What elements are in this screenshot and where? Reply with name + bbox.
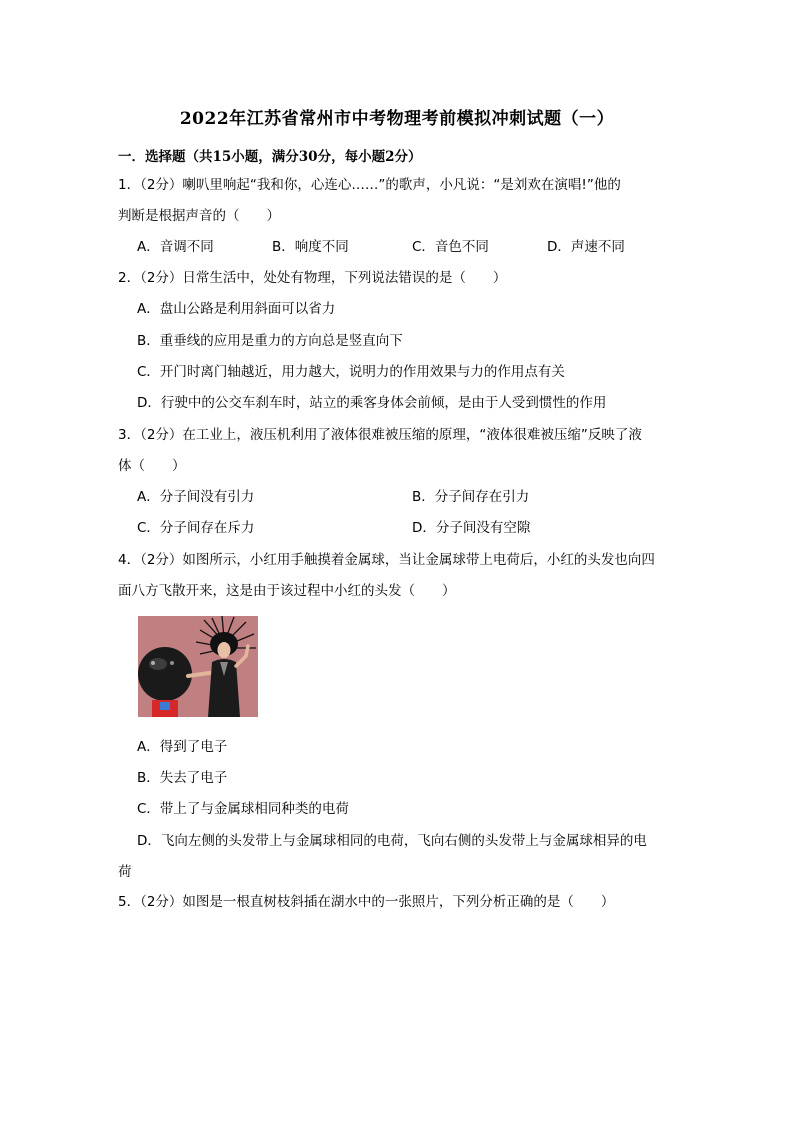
- q2-option-b: B．重垂线的应用是重力的方向总是竖直向下: [137, 333, 403, 349]
- q2-option-a: A．盘山公路是利用斜面可以省力: [137, 301, 336, 317]
- q2-option-c: C．开门时离门轴越近，用力越大，说明力的作用效果与力的作用点有关: [137, 364, 565, 380]
- q4-stem-line1: 4．（2分）如图所示，小红用手触摸着金属球，当让金属球带上电荷后，小红的头发也向四: [118, 552, 655, 568]
- q4-option-b: B．失去了电子: [137, 770, 228, 786]
- q4-option-d-line1: D．飞向左侧的头发带上与金属球相同的电荷，飞向右侧的头发带上与金属球相异的电: [137, 833, 647, 849]
- electrostatic-sphere-photo: [138, 616, 258, 717]
- q3-option-a: A．分子间没有引力: [137, 489, 255, 505]
- q1-stem-line2: 判断是根据声音的（ ）: [118, 208, 280, 224]
- q1-option-b: B．响度不同: [272, 239, 349, 255]
- q3-option-d: D．分子间没有空隙: [412, 520, 531, 536]
- q1-option-c: C．音色不同: [412, 239, 489, 255]
- exam-title: 2022年江苏省常州市中考物理考前模拟冲刺试题（一）: [179, 109, 615, 129]
- section-heading: 一．选择题（共15小题，满分30分，每小题2分）: [118, 149, 422, 165]
- q3-stem-line1: 3．（2分）在工业上，液压机利用了液体很难被压缩的原理，“液体很难被压缩”反映了液: [118, 427, 642, 443]
- q1-option-d: D．声速不同: [547, 239, 625, 255]
- q2-stem-line1: 2．（2分）日常生活中，处处有物理，下列说法错误的是（ ）: [118, 270, 507, 286]
- q1-option-a: A．音调不同: [137, 239, 214, 255]
- q1-stem-line1: 1．（2分）喇叭里响起“我和你，心连心……”的歌声，小凡说：“是刘欢在演唱!”他的: [118, 177, 621, 193]
- q3-stem-line2: 体（ ）: [118, 458, 186, 474]
- q4-stem-line2: 面八方飞散开来，这是由于该过程中小红的头发（ ）: [118, 583, 456, 599]
- q4-figure-photo: [138, 616, 258, 717]
- q3-option-c: C．分子间存在斥力: [137, 520, 255, 536]
- q5-stem-line1: 5．（2分）如图是一根直树枝斜插在湖水中的一张照片，下列分析正确的是（ ）: [118, 894, 615, 910]
- q3-option-b: B．分子间存在引力: [412, 489, 530, 505]
- q2-option-d: D．行驶中的公交车刹车时，站立的乘客身体会前倾，是由于人受到惯性的作用: [137, 395, 607, 411]
- q4-option-c: C．带上了与金属球相同种类的电荷: [137, 801, 349, 817]
- q4-option-d-line2: 荷: [118, 864, 132, 880]
- q4-option-a: A．得到了电子: [137, 739, 228, 755]
